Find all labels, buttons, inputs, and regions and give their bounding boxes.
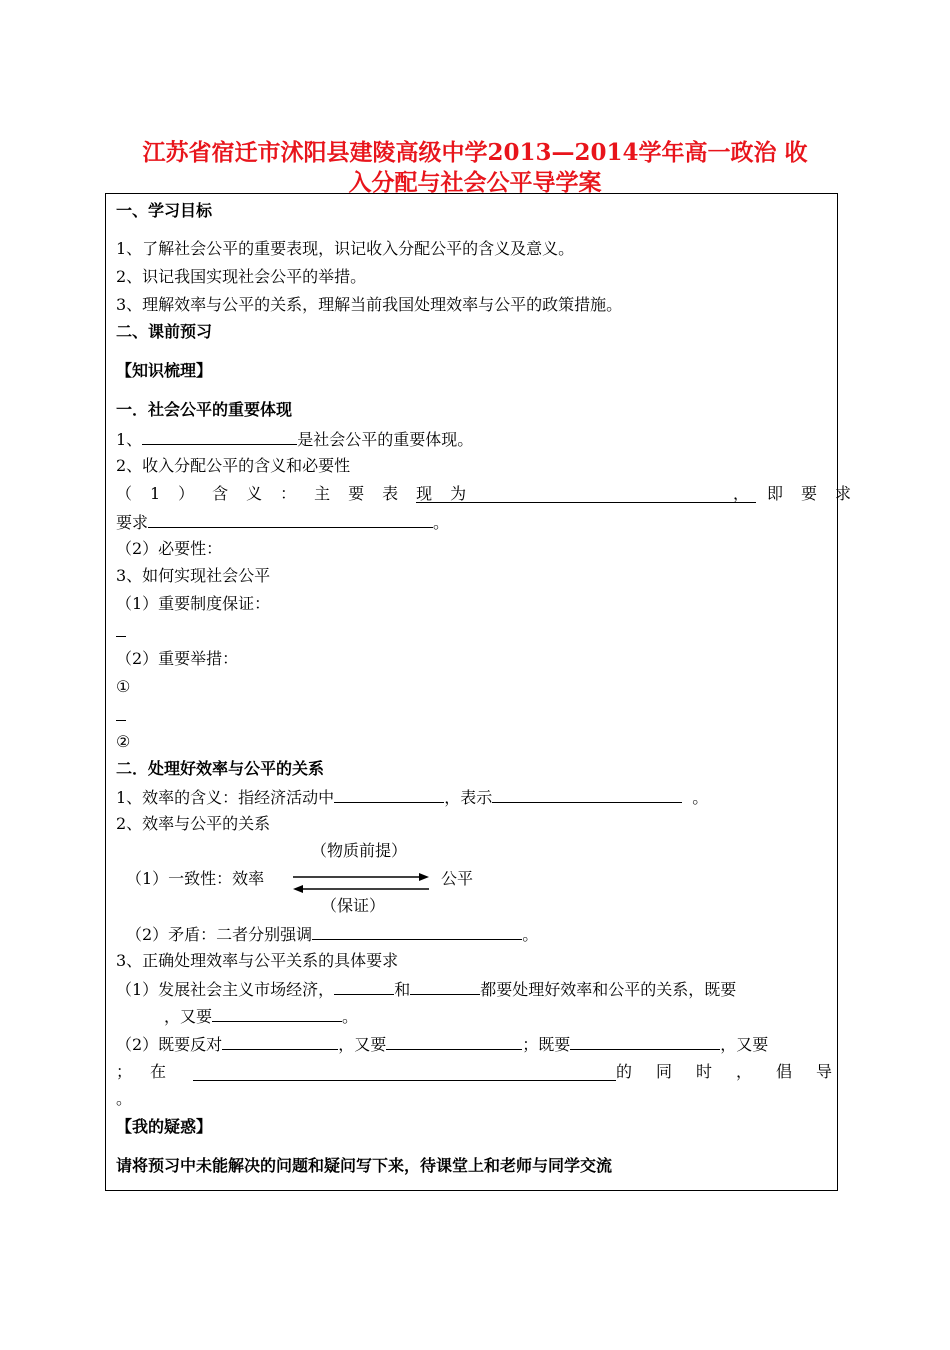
knowledge-heading: 【知识梳理】 [116,361,213,380]
item-1-2-2: （2）必要性： [116,539,223,558]
blank[interactable] [386,1034,522,1050]
blank[interactable] [142,429,297,445]
fairness-label: 公平 [441,869,474,888]
item-1-3-2: （2）重要举措： [116,649,239,668]
section-2-heading: 二、课前预习 [116,322,213,341]
requirement-1-tail: 都要处理好效率和公平的关系，既要 [480,980,737,999]
blank[interactable] [148,512,433,528]
item-1-2-1 [116,484,870,504]
part-1-heading: 一．社会公平的重要体现 [116,400,293,419]
blank[interactable] [334,787,444,803]
efficiency-meaning: 1、效率的含义：指经济活动中 [116,788,335,807]
measure-1: ① [116,677,131,696]
period-line: 。 [116,1089,133,1108]
goal-2: 2、识记我国实现社会公平的举措。 [116,267,367,286]
item-1-1 [116,429,473,450]
item-2-3: 3、正确处理效率与公平关系的具体要求 [116,951,399,970]
advocate-text: 的同时，倡导 [616,1062,857,1081]
blank[interactable] [193,1065,616,1081]
title-line-1: 江苏省宿迁市沭阳县建陵高级中学2013—2014学年高一政治 收 [142,139,808,166]
item-2-2-2 [126,924,538,945]
title-line-2: 入分配与社会公平导学案 [348,169,602,196]
doubt-instruction: 请将预习中未能解决的问题和疑问写下来，待课堂上和老师与同学交流 [116,1156,613,1175]
blank[interactable] [334,979,394,995]
item-2-3-2 [116,1034,768,1055]
item-2-2-1 [126,869,474,889]
measure-2: ② [116,732,131,751]
blank[interactable] [410,979,480,995]
item-1-3: 3、如何实现社会公平 [116,566,271,585]
item-2-3-2-cont [116,1062,857,1082]
short-blank[interactable] [116,621,126,637]
consistency-label: （1）一致性：效率 [126,869,265,888]
double-arrow-icon [291,871,431,895]
goal-3: 3、理解效率与公平的关系，理解当前我国处理效率与公平的政策措施。 [116,295,623,314]
item-2-3-1 [116,979,736,1000]
short-blank[interactable] [116,705,126,721]
goal-1: 1、了解社会公平的重要表现，识记收入分配公平的含义及意义。 [116,239,575,258]
efficiency-represents: ，表示 [444,788,493,807]
blank[interactable] [416,487,756,503]
period: 。 [522,925,539,944]
blank[interactable] [312,924,522,940]
item-1-1-suffix: 是社会公平的重要体现。 [297,430,474,449]
oppose-text: （2）既要反对 [116,1035,223,1054]
requirement-1-text: （1）发展社会主义市场经济， [116,980,335,999]
item-2-3-1-cont [116,1006,358,1027]
require-label: 要求 [116,513,149,532]
section-1-heading: 一、学习目标 [116,201,213,220]
document-title [0,138,950,198]
arrow-top-label: （物质前提） [311,841,408,860]
meaning-label: （1）含义：主要表现为 [116,484,485,503]
item-2-2: 2、效率与公平的关系 [116,814,271,833]
doubt-heading: 【我的疑惑】 [116,1117,213,1136]
item-1-2-1-cont [116,512,449,533]
both-text: ；既要 [522,1035,571,1054]
item-1-2: 2、收入分配公平的含义和必要性 [116,456,351,475]
period: 。 [433,513,450,532]
item-2-1 [116,787,708,808]
also-text: ，又要 [338,1035,387,1054]
blank[interactable] [222,1034,338,1050]
blank[interactable] [570,1034,720,1050]
contradiction-label: （2）矛盾：二者分别强调 [126,925,313,944]
worksheet-table [105,193,870,1191]
also-text-2: ，又要 [720,1035,769,1054]
item-1-3-1: （1）重要制度保证： [116,594,271,613]
indent [116,1007,164,1022]
blank[interactable] [492,787,682,803]
blank[interactable] [212,1006,342,1022]
period: 。 [342,1007,359,1026]
and-text: 和 [394,980,411,999]
at-text: ；在 [116,1062,185,1081]
part-2-heading: 二．处理好效率与公平的关系 [116,759,325,778]
also-text: ，又要 [164,1007,213,1026]
item-1-1-prefix: 1、 [116,430,143,449]
period: 。 [692,788,709,807]
arrow-bottom-label: （保证） [321,896,386,915]
meaning-require: ，即要求 [733,484,870,503]
